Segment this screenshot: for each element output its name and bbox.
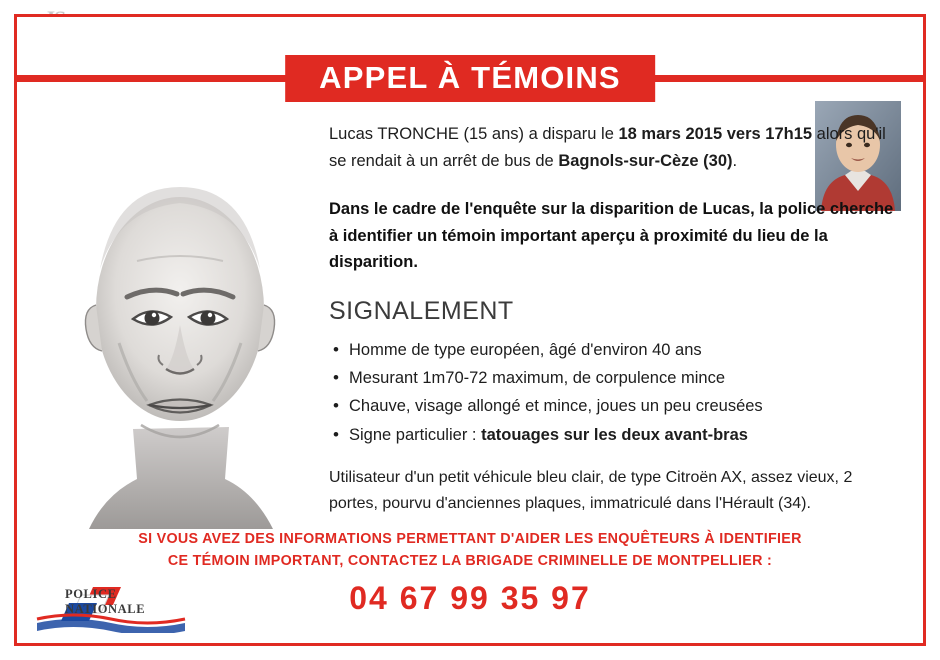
signalement-bold-3: tatouages sur les deux avant-bras <box>481 425 748 444</box>
footer-line-1: SI VOUS AVEZ DES INFORMATIONS PERMETTANT D'AIDER LES ENQUÊTEURS À IDENTIFIER <box>138 531 802 548</box>
composite-sketch-portrait <box>45 129 315 529</box>
police-nationale-logo <box>35 585 187 633</box>
list-item <box>333 392 899 420</box>
investigation-paragraph: Dans le cadre de l'enquête sur la disparition de Lucas, la police cherche à identifier un témoin important aperçu à proximité du lieu de la disparition. <box>329 200 894 271</box>
list-item <box>333 336 899 364</box>
signalement-list <box>319 336 899 450</box>
intro-date: 18 mars 2015 vers 17h15 <box>618 125 813 143</box>
signalement-text-1: Mesurant 1m70-72 maximum, de corpulence mince <box>349 369 725 387</box>
list-item <box>333 421 899 449</box>
intro-paragraph <box>319 121 899 174</box>
footer-line-2: CE TÉMOIN IMPORTANT, CONTACTEZ LA BRIGADE CRIMINELLE DE MONTPELLIER : <box>167 552 773 569</box>
page-title: APPEL À TÉMOINS <box>285 55 655 102</box>
content-column <box>319 121 899 517</box>
signalement-text-2: Chauve, visage allongé et mince, joues un peu creusées <box>349 397 763 416</box>
signalement-heading: SIGNALEMENT <box>329 296 514 325</box>
banner-rule-left <box>17 75 307 82</box>
signalement-text-0: Homme de type européen, âgé d'environ 40 ans <box>349 340 702 359</box>
banner-rule-right <box>633 75 923 82</box>
contact-phone-number: 04 67 99 35 97 <box>349 580 591 616</box>
intro-part2: alors qu'il se rendait à un arrêt de bus de <box>329 125 886 170</box>
signalement-text-3: Signe particulier : <box>349 425 482 444</box>
title-banner <box>17 55 923 101</box>
intro-part1: Lucas TRONCHE (15 ans) a disparu le <box>329 125 619 143</box>
police-nationale-label: POLICE NATIONALE <box>65 587 146 616</box>
list-item <box>333 364 899 392</box>
intro-place: Bagnols-sur-Cèze (30) <box>558 151 733 170</box>
vehicle-description: Utilisateur d'un petit véhicule bleu clair, de type Citroën AX, assez vieux, 2 portes, pourvu d'anciennes plaques, immatriculé dans l'Hérault (34). <box>329 469 853 513</box>
intro-part3: . <box>732 151 738 170</box>
poster-border-frame <box>14 14 926 646</box>
